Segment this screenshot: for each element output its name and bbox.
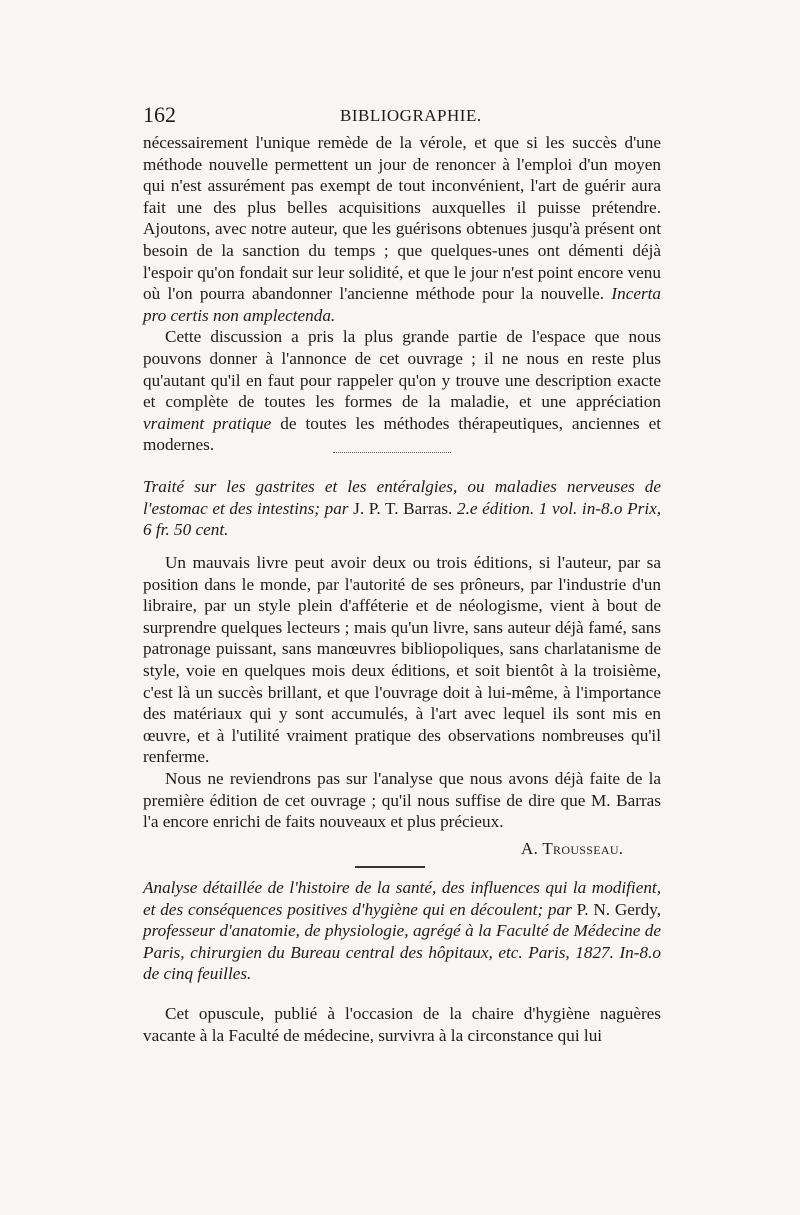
review-barras xyxy=(143,552,661,833)
body-paragraph: Un mauvais livre peut avoir deux ou trois éditions, si l'auteur, par sa position dans le monde, par l'autorité de ses prôneurs, par l'industrie d'un libraire, par un style plein d'afféterie et de néologisme, vient à bout de surprendre quelques lecteurs ; mais qu'un livre, sans auteur déjà famé, sans patronage puissant, sans manœuvres bibliopoliques, sans charlatanisme de style, voie en quelques mois deux éditions, et soit bientôt à la troisième, c'est là un succès brillant, et que l'ouvrage doit à lui-même, à l'importance des matériaux qui y sont accumulés, à l'art avec lequel ils sont mis en œuvre, et à l'utilité vraiment pratique des observations nombreuses qu'il renferme. xyxy=(143,553,661,767)
body-paragraph: Cet opuscule, publié à l'occasion de la chaire d'hygiène naguères vacante à la Faculté de médecine, survivra à la circonstance qui lui xyxy=(143,1004,661,1045)
entry-title: Analyse détaillée de l'histoire de la santé, des influences qui la modifient, et des conséquences positives d'hygiène qui en découlent; par P. N. Gerdy, professeur d'anatomie, de physiologie, agrégé à la Faculté de Médecine de Paris, chirurgien du Bureau central des hôpitaux, etc. Paris, 1827. In-8.o de cinq feuilles. xyxy=(143,878,661,984)
latin-maxim: Incerta pro certis non amplectenda. xyxy=(143,284,662,325)
entry-author: J. P. T. Barras. xyxy=(353,498,453,518)
page-number: 162 xyxy=(143,102,176,127)
entry-title-barras xyxy=(143,476,661,541)
continuation-section xyxy=(143,132,661,456)
review-gerdy xyxy=(143,1003,661,1046)
entry-price: Prix, 6 fr. 50 cent. xyxy=(143,498,662,540)
body-paragraph: nécessairement l'unique remède de la vérole, et que si les succès d'une méthode nouvelle permettent un jour de renoncer à l'emploi d'un moyen qui n'est assurément pas exempt de tout inconvénient, l'art de guérir aura fait une des plus belles acquisitions auxquelles il puisse prétendre. Ajoutons, avec notre auteur, que les guérisons obtenues jusqu'à présent ont besoin de la sanction du temps ; que quelques-unes ont démenti déjà l'espoir qu'on fondait sur leur solidité, et que le jour n'est point encore venu où l'on pourra abandonner l'ancienne méthode pour la nouvelle. Incerta pro certis non amplectenda. xyxy=(143,133,662,325)
reviewer-signature: A. Trousseau. xyxy=(521,839,624,858)
section-divider xyxy=(355,866,425,868)
page-header xyxy=(143,102,661,126)
entry-edition: 2.e édition. 1 vol. in-8.o xyxy=(456,498,623,518)
running-title: BIBLIOGRAPHIE. xyxy=(340,106,482,125)
body-paragraph: Cette discussion a pris la plus grande partie de l'espace que nous pouvons donner à l'annonce de cet ouvrage ; il ne nous en reste plus qu'autant qu'il en faut pour rappeler qu'on y trouve une description exacte et complète de toutes les formes de la maladie, et une appréciation vraiment pratique de toutes les méthodes thérapeutiques, anciennes et modernes. xyxy=(143,327,661,455)
body-paragraph: Nous ne reviendrons pas sur l'analyse que nous avons déjà faite de la première édition de cet ouvrage ; qu'il nous suffise de dire que M. Barras l'a encore enrichi de faits nouveaux et plus précieux. xyxy=(143,768,661,832)
entry-title-gerdy xyxy=(143,877,661,985)
section-divider xyxy=(333,452,451,453)
entry-title: Traité sur les gastrites et les entéralgies, ou maladies nerveuses de l'estomac et des intestins; par J. P. T. Barras. 2.e édition. 1 vol. in-8.o Prix, 6 fr. 50 cent. xyxy=(143,477,662,540)
entry-author: P. N. Gerdy, xyxy=(576,899,661,919)
